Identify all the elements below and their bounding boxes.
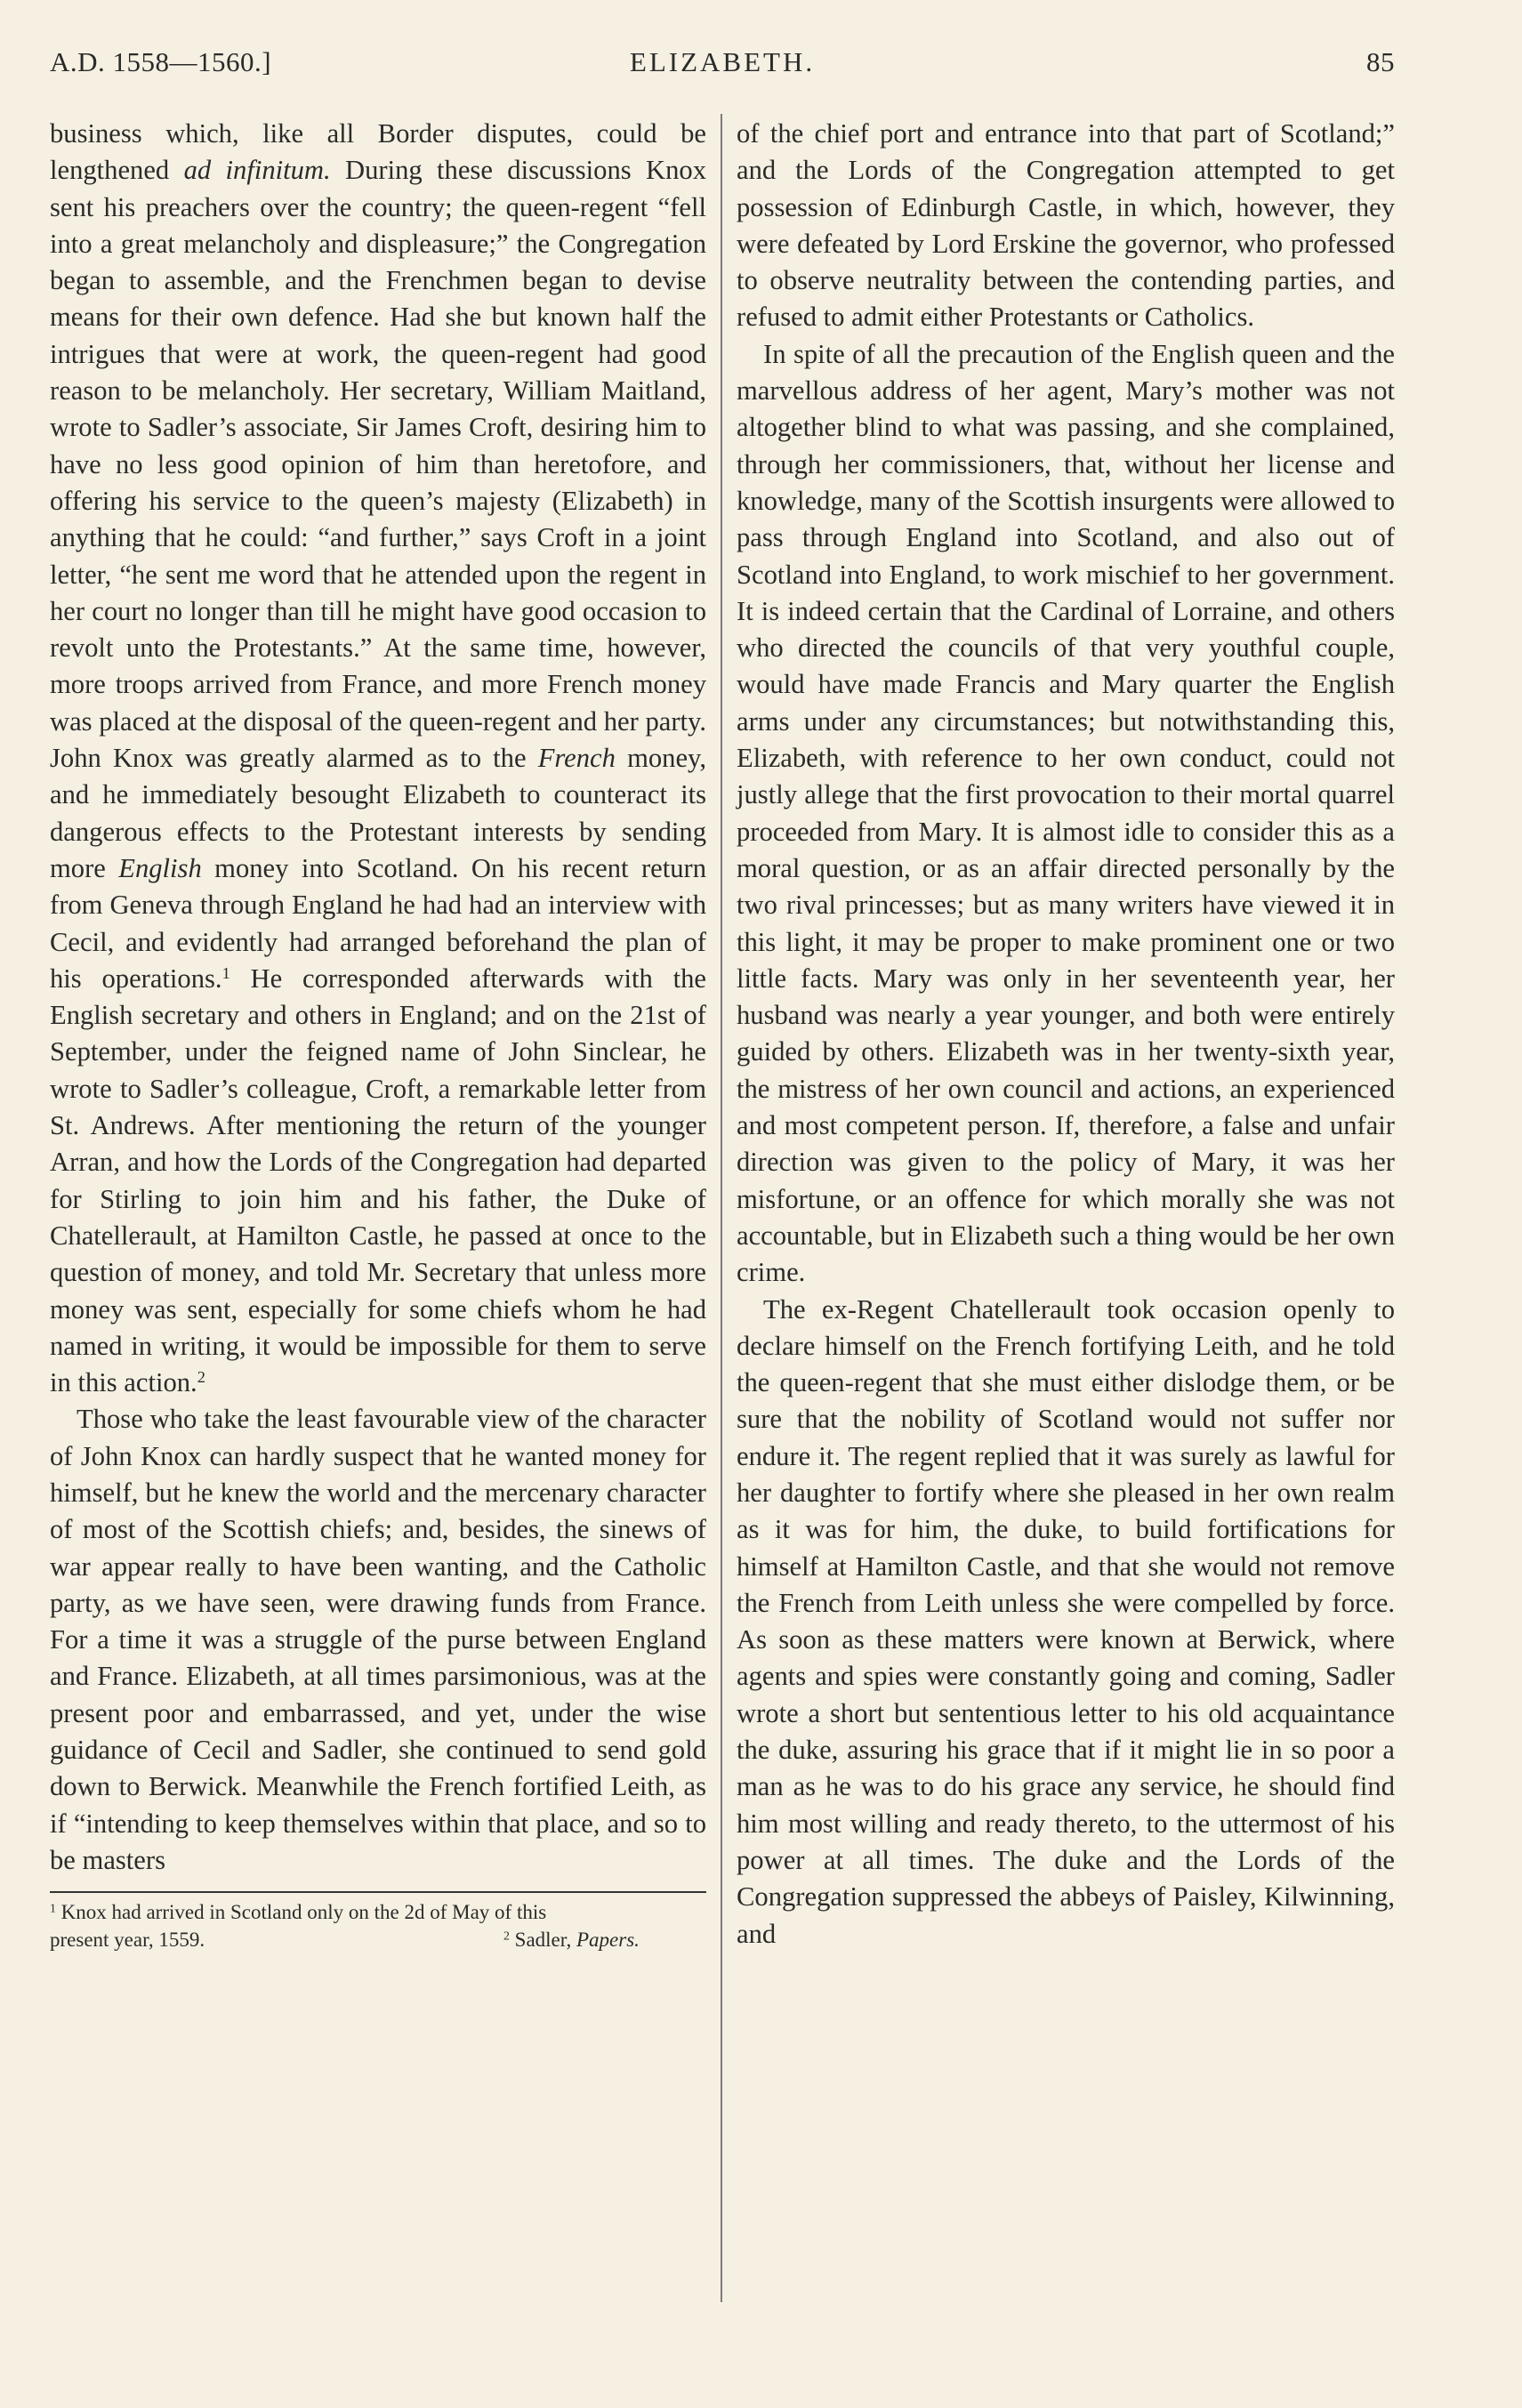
left-column <box>50 116 706 1879</box>
footnote-ref-1: 1 <box>221 963 230 982</box>
date-range: A.D. 1558—1560.] <box>50 46 272 77</box>
emphasis-french: French <box>537 743 616 774</box>
paragraph: Those who take the least favourable view of the character of John Knox can hardly suspect that he wanted money for himself, but he knew the world and the mercenary character of most of the Scottish chiefs; and, besides, the sinews of war appear really to have been wanting, and the Catholic party, as we have seen, were drawing funds from France. For a time it was a struggle of the purse between England and France. Elizabeth, at all times parsimonious, was at the present poor and embarrassed, and yet, under the wise guidance of Cecil and Sadler, she continued to send gold down to Berwick. Meanwhile the French fortified Leith, as if “intending to keep themselves within that place, and so to be masters <box>50 1404 706 1875</box>
paragraph: of the chief port and entrance into that part of Scotland;” and the Lords of the Congregation attempted to get possession of Edinburgh Castle, in which, however, they were defeated by Lord Erskine the governor, who professed to observe neutrality between the contending parties, and refused to admit either Protestants or Catholics. <box>737 118 1395 333</box>
footnote-rule <box>50 1891 706 1893</box>
footnote-tail <box>50 1926 706 1953</box>
paragraph: business which, like all Border disputes, could be lengthened ad infinitum. During these discussions Knox sent his preachers over the country; the queen-regent “fell into a great melancholy and displeasure;” the Congregation began to assemble, and the Frenchmen began to devise means for their own defence. Had she but known half the intrigues that were at work, the queen-regent had good reason to be melancholy. Her secretary, William Maitland, wrote to Sadler’s associate, Sir James Croft, desiring him to have no less good opinion of him than heretofore, and offering his service to the queen’s majesty (Elizabeth) in anything that he could: “and further,” says Croft in a joint letter, “he sent me word that he attended upon the regent in her court no longer than till he might have good occasion to revolt unto the Protestants.” At the same time, however, more troops arrived from France, and more French money was placed at the disposal of the queen-regent and her party. John Knox was greatly alarmed as to the French money, and he immediately besought Elizabeth to counteract its dangerous effects to the Protestant interests by sending more English money into Scotland. On his recent return from Geneva through England he had had an interview with Cecil, and evidently had arranged beforehand the plan of his operations.$^1$ He corresponded afterwards with the English secretary and others in England; and on the 21st of September, under the feigned name of John Sinclear, he wrote to Sadler’s colleague, Croft, a remarkable letter from St. Andrews. After mentioning the return of the younger Arran, and how the Lords of the Congregation had departed for Stirling to join him and his father, the Duke of Chatellerault, at Hamilton Castle, he passed at once to the question of money, and told Mr. Secretary that unless more money was sent, especially for some chiefs whom he had named in writing, it would be impossible for them to serve in this action.$^2$ <box>50 118 707 1398</box>
footnote-2: $^2$ Sadler, Papers. <box>503 1929 640 1951</box>
column-divider <box>721 114 722 2302</box>
page-title: ELIZABETH. <box>629 46 816 77</box>
footnotes <box>50 1898 706 1953</box>
latin-phrase: ad infinitum. <box>183 155 331 186</box>
footnote-1-line1: $^1$ Knox had arrived in Scotland only on the 2d of May of this <box>50 1901 547 1923</box>
page-number: 85 <box>1366 46 1395 77</box>
running-head <box>50 46 1395 91</box>
footnote-ref-2: 2 <box>197 1368 205 1386</box>
right-column <box>737 116 1395 1953</box>
emphasis-english: English <box>118 852 202 883</box>
footnote-1-line2: present year, 1559. <box>50 1929 205 1951</box>
paragraph: The ex-Regent Chatellerault took occasion openly to declare himself on the French fortifying Leith, and he told the queen-regent that she must either dislodge them, or be sure that the nobility of Scotland would not suffer nor endure it. The regent replied that it was surely as lawful for her daughter to fortify where she pleased in her own realm as it was for him, the duke, to build fortifications for himself at Hamilton Castle, and that she would not remove the French from Leith unless she were compelled by force. As soon as these matters were known at Berwick, where agents and spies were constantly going and coming, Sadler wrote a short but sententious letter to his old acquaintance the duke, assuring his grace that if it might lie in so poor a man as he was to do his grace any service, he should find him most willing and ready thereto, to the uttermost of his power at all times. The duke and the Lords of the Congregation suppressed the abbeys of Paisley, Kilwinning, and <box>737 1293 1395 1949</box>
paragraph: In spite of all the precaution of the English queen and the marvellous address of her agent, Mary’s mother was not altogether blind to what was passing, and she complained, through her commissioners, that, without her license and knowledge, many of the Scottish insurgents were allowed to pass through England into Scotland, and also out of Scotland into England, to work mischief to her government. It is indeed certain that the Cardinal of Lorraine, and others who directed the councils of that very youthful couple, would have made Francis and Mary quarter the English arms under any circumstances; but notwithstanding this, Elizabeth, with reference to her own conduct, could not justly allege that the first provocation to their mortal quarrel proceeded from Mary. It is almost idle to consider this as a moral question, or as an affair directed personally by the two rival princesses; but as many writers have viewed it in this light, it may be proper to make prominent one or two little facts. Mary was only in her seventeenth year, her husband was nearly a year younger, and both were entirely guided by others. Elizabeth was in her twenty-sixth year, the mistress of her own council and actions, an experienced and most competent person. If, therefore, a false and unfair direction was given to the policy of Mary, it was her misfortune, or an offence for which morally she was not accountable, but in Elizabeth such a thing would be her own crime. <box>737 338 1395 1288</box>
